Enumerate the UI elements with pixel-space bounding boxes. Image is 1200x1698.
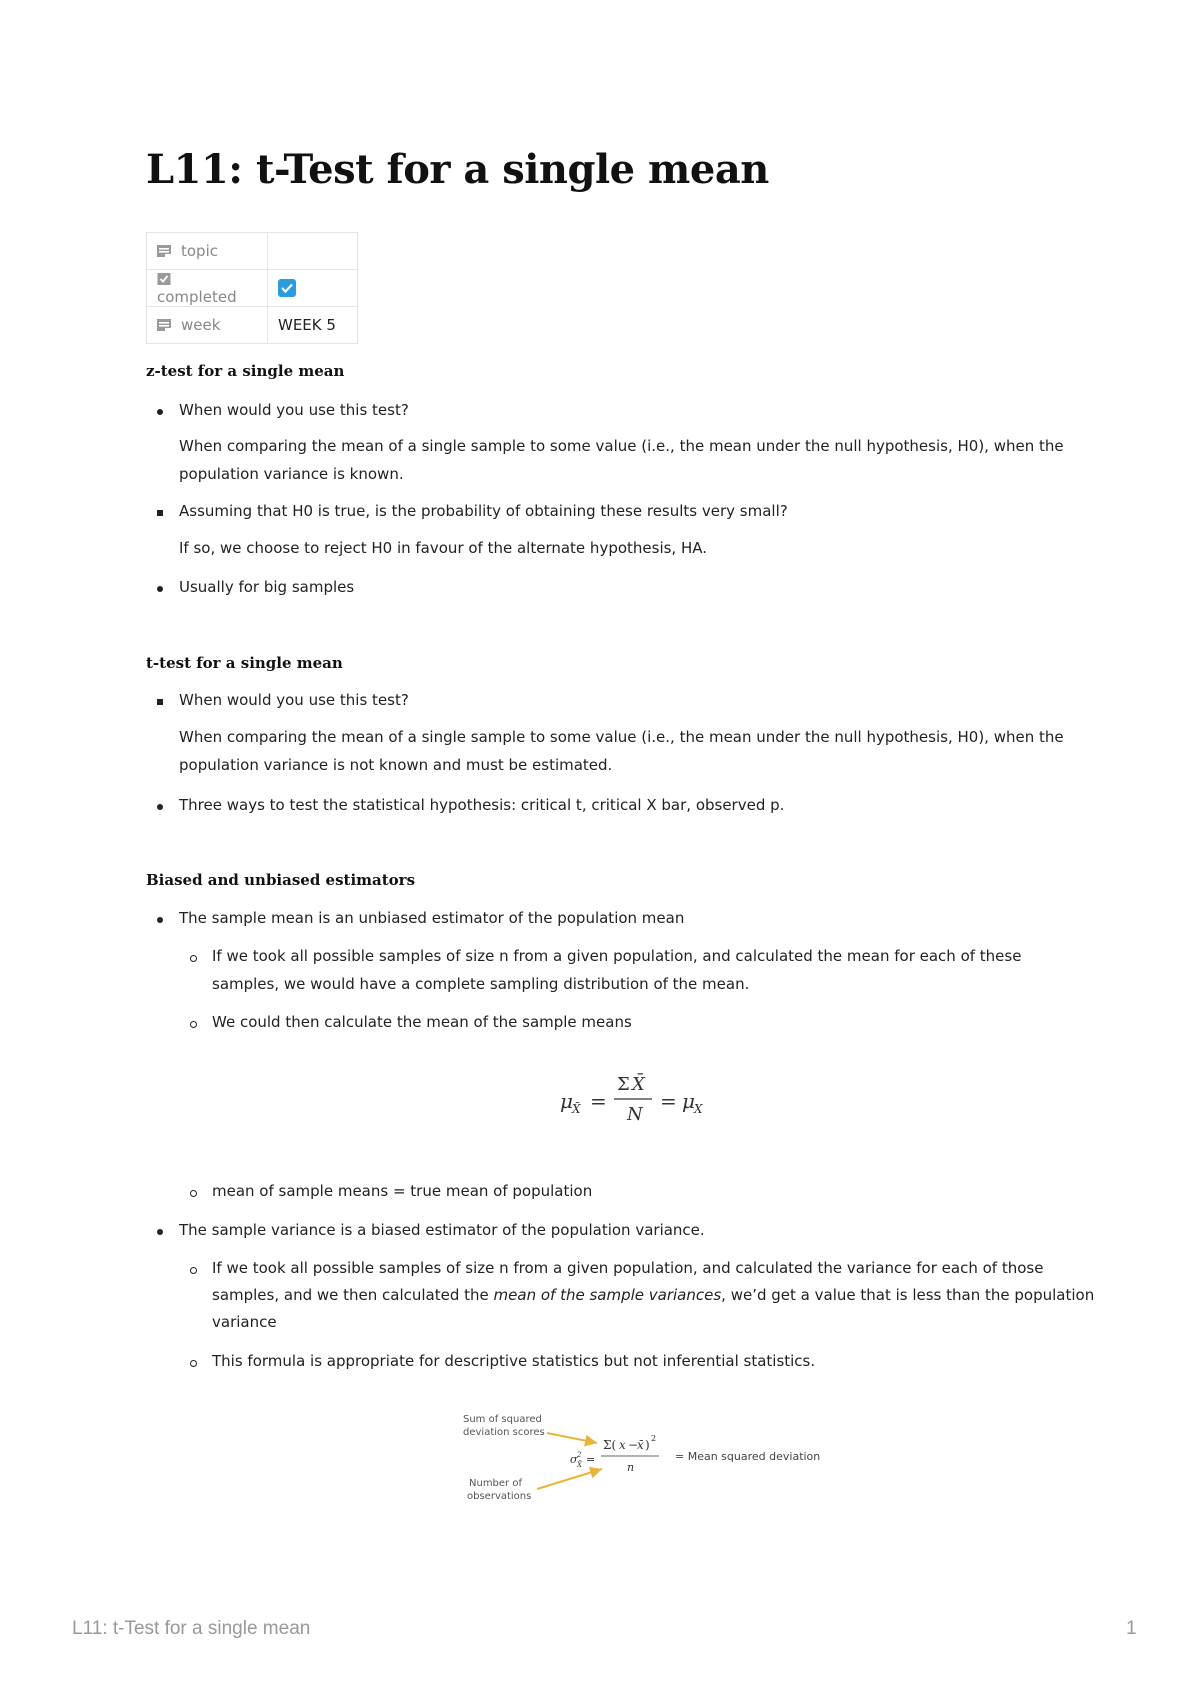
svg-text:X̄: X̄	[577, 1461, 582, 1469]
property-value-completed[interactable]	[268, 270, 358, 307]
svg-text:μ: μ	[560, 1089, 573, 1113]
paragraph-line: When comparing the mean of a single sample to some value (i.e., the mean under the null hypothesis, H0), when the	[179, 437, 1064, 455]
list-item: We could then calculate the mean of the sample means	[212, 1013, 632, 1031]
list-item: The sample mean is an unbiased estimator of the population mean	[179, 909, 685, 927]
svg-text:σ: σ	[570, 1453, 578, 1466]
svg-text:Σ: Σ	[617, 1074, 630, 1095]
property-key: completed	[157, 288, 237, 306]
list-item: If we took all possible samples of size n from a given population, and calculated the variance for each of those	[212, 1259, 1044, 1277]
svg-text:μ: μ	[682, 1089, 695, 1113]
svg-text:X: X	[694, 1102, 703, 1116]
bullet	[157, 917, 163, 923]
list-item: This formula is appropriate for descriptive statistics but not inferential statistics.	[212, 1352, 816, 1370]
paragraph-line: population variance is not known and must be estimated.	[179, 756, 613, 774]
bullet	[157, 1229, 163, 1235]
property-key-cell	[147, 270, 268, 307]
sum-squared-label-line1: Sum of squared	[463, 1414, 542, 1425]
bullet	[157, 409, 163, 415]
bullet	[157, 804, 163, 810]
text-property-icon	[157, 245, 171, 257]
checked-checkbox-icon[interactable]	[278, 279, 296, 297]
list-item: When would you use this test?	[179, 401, 409, 419]
text-run: , we’d get a value that is less than the population	[721, 1286, 1095, 1304]
svg-text:=: =	[660, 1089, 677, 1113]
sub-bullet	[190, 1190, 197, 1197]
num-observations-label-line1: Number of	[469, 1478, 522, 1489]
properties-table	[146, 232, 358, 344]
sub-bullet	[190, 1267, 197, 1274]
mean-squared-deviation-label: = Mean squared deviation	[675, 1450, 821, 1463]
emphasis-text: mean of the sample variances	[493, 1286, 722, 1304]
sub-bullet	[190, 955, 197, 962]
bullet	[157, 510, 163, 516]
property-key: topic	[181, 242, 218, 260]
bullet	[157, 699, 163, 705]
sub-bullet	[190, 1360, 197, 1367]
footer-page-number: 1	[1126, 1618, 1137, 1639]
property-value-topic[interactable]	[268, 233, 358, 270]
svg-text:2: 2	[651, 1434, 657, 1443]
paragraph-line: If so, we choose to reject H0 in favour of the alternate hypothesis, HA.	[179, 539, 708, 557]
bullet	[157, 586, 163, 592]
list-item: Assuming that H0 is true, is the probability of obtaining these results very small?	[179, 502, 788, 520]
paragraph-line: variance	[212, 1313, 277, 1331]
page-title: L11: t-Test for a single mean	[146, 146, 769, 193]
svg-text:2: 2	[577, 1451, 582, 1459]
property-row-week	[147, 307, 358, 344]
svg-text:): )	[645, 1438, 650, 1452]
svg-text:=: =	[586, 1453, 596, 1466]
list-item: If we took all possible samples of size n from a given population, and calculated the mean for each of these	[212, 947, 1022, 965]
list-item: mean of sample means = true mean of population	[212, 1182, 593, 1200]
svg-text:N: N	[627, 1104, 643, 1125]
svg-text:x: x	[619, 1438, 626, 1452]
mean-of-sample-means-formula	[560, 1068, 720, 1128]
text-property-icon	[157, 319, 171, 331]
paragraph-line: samples, we would have a complete sampling distribution of the mean.	[212, 975, 750, 993]
section-heading-ttest: t-test for a single mean	[146, 654, 343, 672]
svg-text:−: −	[628, 1438, 639, 1452]
section-heading-ztest: z-test for a single mean	[146, 362, 345, 380]
property-row-topic	[147, 233, 358, 270]
paragraph-line: population variance is known.	[179, 465, 404, 483]
property-key: week	[181, 316, 221, 334]
property-value-week[interactable]: WEEK 5	[268, 307, 358, 344]
sum-squared-label-line2: deviation scores	[463, 1427, 545, 1438]
svg-text:X̄: X̄	[572, 1102, 581, 1116]
sample-variance-formula-image	[455, 1405, 835, 1505]
list-item: Three ways to test the statistical hypothesis: critical t, critical X bar, observed p.	[179, 796, 785, 814]
svg-text:X̄: X̄	[632, 1074, 645, 1095]
svg-text:Σ(: Σ(	[603, 1438, 617, 1452]
footer-title: L11: t-Test for a single mean	[72, 1618, 311, 1639]
paragraph-line	[212, 1286, 1094, 1304]
svg-text:x̄: x̄	[637, 1438, 644, 1452]
sub-bullet	[190, 1021, 197, 1028]
property-key-cell	[147, 233, 268, 270]
list-item: Usually for big samples	[179, 578, 355, 596]
svg-text:n: n	[627, 1461, 635, 1474]
text-run: samples, and we then calculated the	[212, 1286, 494, 1304]
list-item: When would you use this test?	[179, 691, 409, 709]
section-heading-estimators: Biased and unbiased estimators	[146, 871, 416, 889]
num-observations-label-line2: observations	[467, 1491, 532, 1502]
property-key-cell	[147, 307, 268, 344]
property-row-completed	[147, 270, 358, 307]
list-item: The sample variance is a biased estimator of the population variance.	[179, 1221, 705, 1239]
svg-text:=: =	[590, 1089, 607, 1113]
checkbox-property-icon	[157, 273, 171, 285]
paragraph-line: When comparing the mean of a single sample to some value (i.e., the mean under the null hypothesis, H0), when the	[179, 728, 1064, 746]
